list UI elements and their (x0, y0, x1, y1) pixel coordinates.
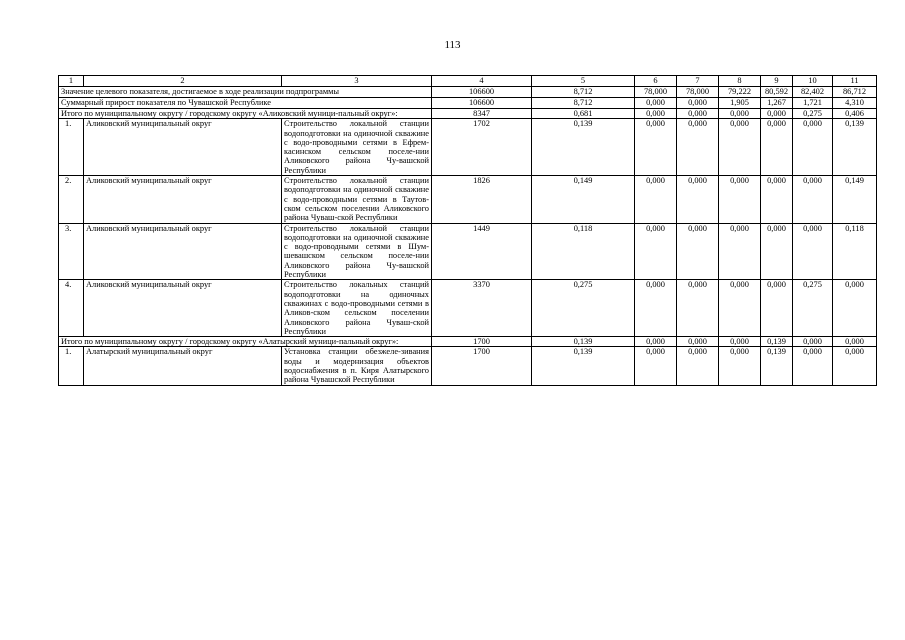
cell-col4: 8347 (432, 109, 532, 119)
header-cell: 10 (793, 76, 833, 87)
cell-col5: 8,712 (532, 87, 635, 98)
row-number-cell (59, 280, 84, 337)
cell-col10: 0,000 (793, 119, 833, 176)
cell-col5: 0,139 (532, 347, 635, 385)
cell-col7: 0,000 (677, 280, 719, 337)
project-description: Установка станции обезжеле-зивания воды и модернизация объектов водоснабжения в п. Киря Алатырского района Чувашской Республики (282, 347, 432, 385)
cell-col7: 0,000 (677, 119, 719, 176)
cell-col10: 0,000 (793, 347, 833, 385)
cell-col11: 0,118 (833, 223, 877, 280)
header-cell: 9 (761, 76, 793, 87)
cell-col8: 0,000 (719, 176, 761, 223)
page-number: 113 (444, 39, 461, 51)
cell-col10: 82,402 (793, 87, 833, 98)
cell-col8: 0,000 (719, 119, 761, 176)
row-number: 1. (65, 347, 72, 357)
header-cell: 8 (719, 76, 761, 87)
cell-col10: 1,721 (793, 98, 833, 109)
cell-col9: 0,000 (761, 176, 793, 223)
cell-col4: 106600 (432, 87, 532, 98)
cell-col11: 0,000 (833, 280, 877, 337)
cell-col9: 0,139 (761, 347, 793, 385)
table-row (59, 347, 877, 385)
district-name: Аликовский муниципальный округ (84, 280, 282, 337)
group-total-row (59, 109, 877, 119)
table-row (59, 280, 877, 337)
cell-col5: 0,139 (532, 119, 635, 176)
cell-col4: 1449 (432, 223, 532, 280)
cell-col10: 0,000 (793, 223, 833, 280)
cell-col11: 0,000 (833, 347, 877, 385)
cell-col6: 0,000 (635, 280, 677, 337)
header-cell: 2 (84, 76, 282, 87)
indicator-table (58, 75, 877, 386)
row-number-cell (59, 119, 84, 176)
cell-col9: 0,000 (761, 109, 793, 119)
cell-col10: 0,275 (793, 109, 833, 119)
cell-col11: 0,406 (833, 109, 877, 119)
cell-col6: 0,000 (635, 176, 677, 223)
row-number: 4. (65, 280, 72, 290)
row-number-cell (59, 176, 84, 223)
cell-col9: 0,139 (761, 337, 793, 347)
cell-col5: 0,118 (532, 223, 635, 280)
header-cell: 1 (59, 76, 84, 87)
cell-col9: 80,592 (761, 87, 793, 98)
header-cell: 7 (677, 76, 719, 87)
summary-row (59, 87, 877, 98)
header-cell: 4 (432, 76, 532, 87)
header-cell: 3 (282, 76, 432, 87)
cell-col6: 0,000 (635, 109, 677, 119)
summary-label: Суммарный прирост показателя по Чувашской Республике (59, 98, 432, 109)
summary-label: Значение целевого показателя, достигаемое в ходе реализации подпрограммы (59, 87, 432, 98)
cell-col11: 0,149 (833, 176, 877, 223)
table-row (59, 176, 877, 223)
cell-col11: 0,139 (833, 119, 877, 176)
cell-col5: 0,681 (532, 109, 635, 119)
row-number: 2. (65, 176, 72, 186)
project-description: Строительство локальных станций водоподготовки на одиночных скважинах с водо-проводными сетями в Аликов-ском сельском поселении Аликовского района Чуваш-ской Республики (282, 280, 432, 337)
cell-col8: 0,000 (719, 280, 761, 337)
cell-col4: 3370 (432, 280, 532, 337)
cell-col6: 78,000 (635, 87, 677, 98)
cell-col11: 4,310 (833, 98, 877, 109)
cell-col5: 8,712 (532, 98, 635, 109)
row-number-cell (59, 347, 84, 385)
cell-col8: 0,000 (719, 223, 761, 280)
cell-col7: 0,000 (677, 176, 719, 223)
district-name: Аликовский муниципальный округ (84, 176, 282, 223)
header-row (59, 76, 877, 87)
cell-col4: 1700 (432, 337, 532, 347)
cell-col8: 0,000 (719, 347, 761, 385)
cell-col6: 0,000 (635, 98, 677, 109)
header-cell: 6 (635, 76, 677, 87)
cell-col5: 0,275 (532, 280, 635, 337)
cell-col7: 0,000 (677, 347, 719, 385)
cell-col8: 0,000 (719, 337, 761, 347)
table-body (59, 76, 877, 386)
cell-col7: 78,000 (677, 87, 719, 98)
cell-col8: 1,905 (719, 98, 761, 109)
cell-col4: 106600 (432, 98, 532, 109)
table-row (59, 223, 877, 280)
row-number-cell (59, 223, 84, 280)
district-name: Аликовский муниципальный округ (84, 223, 282, 280)
summary-row (59, 98, 877, 109)
group-total-row (59, 337, 877, 347)
row-number: 3. (65, 223, 72, 233)
cell-col9: 0,000 (761, 119, 793, 176)
cell-col8: 0,000 (719, 109, 761, 119)
cell-col11: 86,712 (833, 87, 877, 98)
cell-col9: 0,000 (761, 280, 793, 337)
cell-col5: 0,139 (532, 337, 635, 347)
cell-col6: 0,000 (635, 347, 677, 385)
cell-col7: 0,000 (677, 223, 719, 280)
cell-col10: 0,275 (793, 280, 833, 337)
cell-col10: 0,000 (793, 176, 833, 223)
table-row (59, 119, 877, 176)
cell-col4: 1702 (432, 119, 532, 176)
district-name: Алатырский муниципальный округ (84, 347, 282, 385)
cell-col7: 0,000 (677, 337, 719, 347)
header-cell: 5 (532, 76, 635, 87)
cell-col8: 79,222 (719, 87, 761, 98)
cell-col5: 0,149 (532, 176, 635, 223)
header-cell: 11 (833, 76, 877, 87)
cell-col11: 0,000 (833, 337, 877, 347)
group-total-label: Итого по муниципальному округу / городскому округу «Аликовский муници-пальный округ»: (59, 109, 432, 119)
cell-col10: 0,000 (793, 337, 833, 347)
project-description: Строительство локальной станции водоподготовки на одиночной скважине с водо-проводными сетями в Таутов-ском сельском поселении Аликовского района Чуваш-ской Республики (282, 176, 432, 223)
cell-col6: 0,000 (635, 119, 677, 176)
cell-col7: 0,000 (677, 98, 719, 109)
cell-col9: 1,267 (761, 98, 793, 109)
project-description: Строительство локальной станции водоподготовки на одиночной скважине с водо-проводными сетями в Шум-шевашском сельском поселе-нии Аликовского района Чу-вашской Республики (282, 223, 432, 280)
cell-col6: 0,000 (635, 223, 677, 280)
project-description: Строительство локальной станции водоподготовки на одиночной скважине с водо-проводными сетями в Ефрем-касинском сельском поселе-нии Аликовского района Чу-вашской Республики (282, 119, 432, 176)
cell-col4: 1700 (432, 347, 532, 385)
row-number: 1. (65, 119, 72, 129)
district-name: Аликовский муниципальный округ (84, 119, 282, 176)
cell-col9: 0,000 (761, 223, 793, 280)
cell-col4: 1826 (432, 176, 532, 223)
cell-col6: 0,000 (635, 337, 677, 347)
group-total-label: Итого по муниципальному округу / городскому округу «Алатырский муници-пальный округ»: (59, 337, 432, 347)
cell-col7: 0,000 (677, 109, 719, 119)
